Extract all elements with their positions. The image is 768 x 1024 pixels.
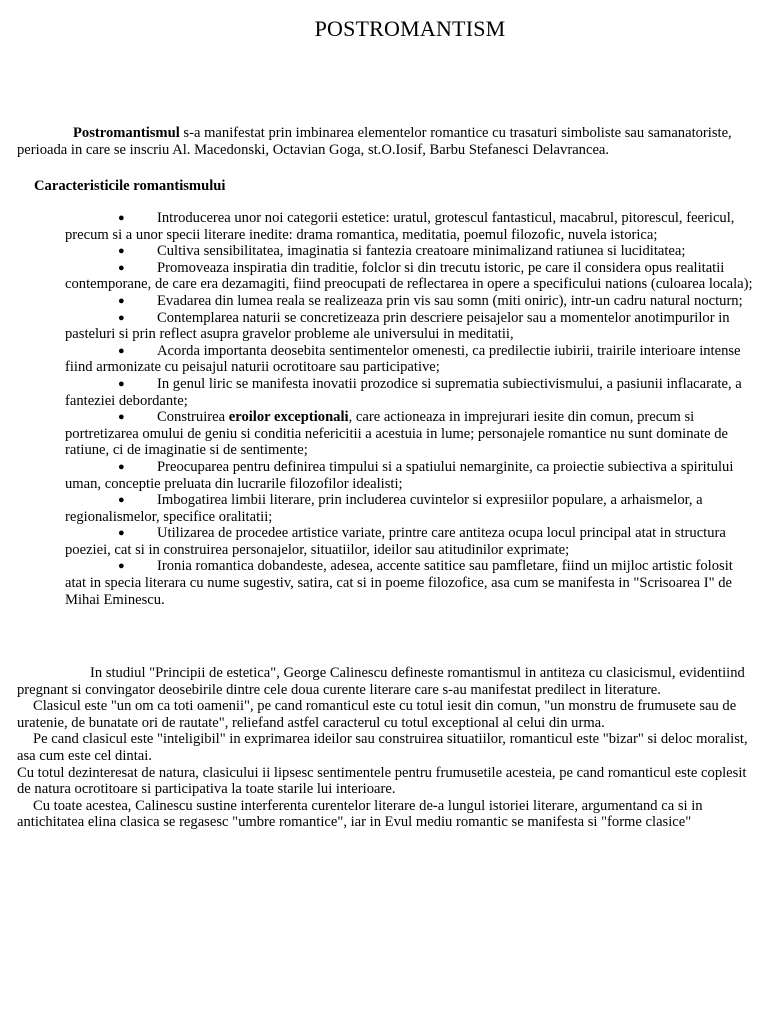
intro-bold-term: Postromantismul xyxy=(73,125,180,141)
list-item: ● In genul liric se manifesta inovatii prozodice si suprematia subiectivismului, a pasiunii inflacarate, a fanteziei debordante; xyxy=(65,375,742,409)
study-paragraph: In studiul "Principii de estetica", George Calinescu defineste romantismul in antiteza cu clasicismul, evidentiind pregnant si convingator deosebirile dintre cele doua curente literare care s-au manifestat predilect in literature. xyxy=(17,665,745,698)
list-item: ● Promoveaza inspiratia din traditie, folclor si din trecutu istoric, pe care il considera opus realitatii contemporane, de care era dezamagiti, fiind preocupati de reflectarea in opere a specificului nations (culoarea locala); xyxy=(65,259,753,293)
list-item: ● Ironia romantica dobandeste, adesea, accente satitice sau pamfletare, fiind un mijloc artistic folosit atat in specia literara cu nume sugestiv, satira, cat si in poeme filozofice, asa cum se manifesta in "Scrisoarea I" de Mihai Eminescu. xyxy=(65,558,733,608)
intro-paragraph xyxy=(17,125,757,159)
bullet-icon: ● xyxy=(118,344,125,357)
bullet-icon: ● xyxy=(118,527,125,540)
bullet-icon: ● xyxy=(118,494,125,507)
characteristics-list xyxy=(65,210,753,608)
study-paragraph: Pe cand clasicul este "inteligibil" in exprimarea ideilor sau construirea situatiilor, romanticul este "bizar" si deloc moralist, asa cum este cel dintai. xyxy=(17,731,748,764)
page-title: POSTROMANTISM xyxy=(314,16,506,41)
bullet-icon: ● xyxy=(118,261,125,274)
study-paragraph: Clasicul este "un om ca toti oamenii", pe cand romanticul este cu totul iesit din comun, "un monstru de frumusete sau de uratenie, de bunatate ori de rautate", reliefand astfel caracterul cu totul exceptional al celui din urma. xyxy=(17,698,737,731)
list-item: ● Contemplarea naturii se concretizeaza prin descriere peisajelor sau a momentelor anotimpurilor in pasteluri si prin reflect asupra gravelor probleme ale universului in meditatii, xyxy=(65,309,730,343)
bullet-icon: ● xyxy=(118,212,125,224)
bullet-icon: ● xyxy=(118,560,125,573)
bullet-icon: ● xyxy=(118,311,125,324)
study-paragraph: Cu toate acestea, Calinescu sustine interferenta curentelor literare de-a lungul istoriei literare, argumentand ca si in antichitatea elina clasica se regasesc "umbre romantice", iar in Evul mediu romantic se manifesta si "forme clasice" xyxy=(17,797,703,831)
list-item: ● Acorda importanta deosebita sentimentelor omenesti, ca predilectie iubirii, trairile interioare intense fiind armonizate cu peisajul naturii ocrotitoare sau participative; xyxy=(65,342,741,376)
study-paragraph: Cu totul dezinteresat de natura, clasicului ii lipsesc sentimentele pentru frumusetile acesteia, pe cand romanticul este coplesit de natura ocrotitoare si participativa la toate starile lui interioare. xyxy=(17,764,747,798)
intro-text: s-a manifestat prin imbinarea elementelor romantice cu trasaturi simboliste sau samanatoriste, perioada in care se inscriu Al. Macedonski, Octavian Goga, st.O.Iosif, Barbu Stefanesci Delavrancea. xyxy=(17,125,732,158)
list-item: ● Utilizarea de procedee artistice variate, printre care antiteza ocupa locul principal atat in structura poeziei, cat si in construirea personajelor, situatiilor, ideilor sau atitudinilor exprimate; xyxy=(65,525,726,558)
study-section xyxy=(17,665,757,831)
list-item: ● Cultiva sensibilitatea, imaginatia si fantezia creatoare minimalizand ratiunea si luciditatea; xyxy=(118,243,686,260)
section-heading: Caracteristicile romantismului xyxy=(34,178,226,194)
list-item: ● Construirea eroilor exceptionali, care actioneaza in imprejurari iesite din comun, precum si portretizarea omului de geniu si conditia nefericitii a acestuia in lume; personajele romantice nu sunt dominate de ratiune, ci de imaginatie si de sentimente; xyxy=(65,409,728,459)
bullet-icon: ● xyxy=(118,245,125,258)
list-item: ● Preocuparea pentru definirea timpului si a spatiului nemarginite, ca proiectie subiectiva a spiritului uman, conceptie preluata din lucrarile filozofilor idealisti; xyxy=(65,458,734,492)
list-item: ● Introducerea unor noi categorii estetice: uratul, grotescul fantasticul, macabrul, pitorescul, feericul, precum si a unor specii literare inedite: drama romantica, meditatia, poemul filozofic, nuvela istorica; xyxy=(65,210,735,243)
list-item: ● Imbogatirea limbii literare, prin includerea cuvintelor si expresiilor populare, a arhaismelor, a regionalismelor, specifice oralitatii; xyxy=(65,492,703,525)
bullet-icon: ● xyxy=(118,460,125,473)
bullet-icon: ● xyxy=(118,377,125,390)
bullet-icon: ● xyxy=(118,294,125,307)
list-item: ● Evadarea din lumea reala se realizeaza prin vis sau somn (miti oniric), intr-un cadru natural nocturn; xyxy=(118,292,743,309)
bullet-icon: ● xyxy=(118,411,125,424)
